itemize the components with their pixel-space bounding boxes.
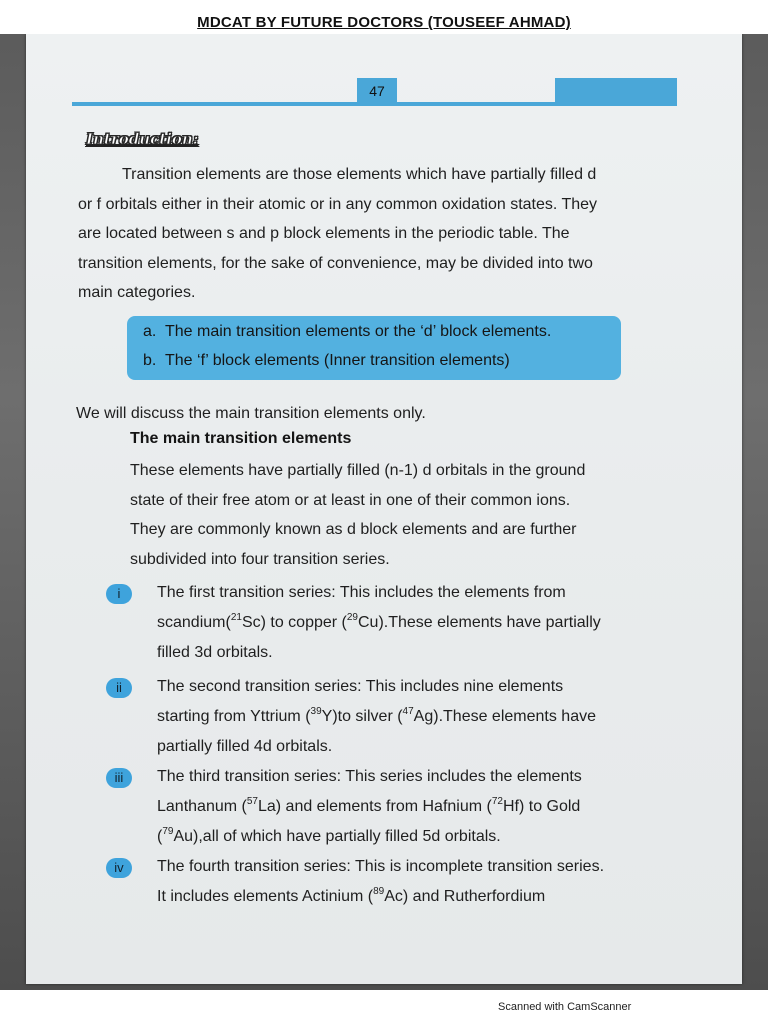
text-span: Ag).These elements have bbox=[413, 708, 596, 725]
paragraph-line: We will discuss the main transition elements only. bbox=[76, 405, 426, 422]
introduction-heading: Introduction: bbox=[86, 130, 199, 148]
series-line bbox=[157, 702, 677, 732]
series-badge: iii bbox=[106, 768, 132, 788]
paragraph-line: transition elements, for the sake of convenience, may be divided into two bbox=[78, 254, 593, 272]
category-text: The main transition elements or the ‘d’ block elements. bbox=[165, 323, 552, 340]
atomic-number: 79 bbox=[162, 826, 174, 837]
paragraph-line: They are commonly known as d block elements and are further bbox=[130, 521, 577, 538]
categories-box bbox=[127, 316, 621, 380]
series-badge: i bbox=[106, 584, 132, 604]
series-line: The second transition series: This includes nine elements bbox=[157, 678, 564, 695]
scanner-watermark: Scanned with CamScanner bbox=[498, 1001, 632, 1013]
text-span: Sc) to copper ( bbox=[241, 614, 347, 631]
series-line bbox=[157, 792, 677, 822]
category-item bbox=[143, 352, 510, 370]
category-text: The ‘f’ block elements (Inner transition elements) bbox=[165, 352, 510, 369]
atomic-number: 29 bbox=[346, 612, 358, 623]
paragraph-line: Transition elements are those elements which have partially filled d bbox=[122, 166, 597, 183]
text-span: Lanthanum ( bbox=[157, 798, 247, 815]
text-span: Y)to silver ( bbox=[321, 708, 403, 725]
main-transition-heading: The main transition elements bbox=[130, 430, 352, 447]
series-line: The third transition series: This series includes the elements bbox=[157, 768, 582, 785]
series-line bbox=[157, 822, 677, 852]
series-badge: ii bbox=[106, 678, 132, 698]
paragraph-line: subdivided into four transition series. bbox=[130, 550, 390, 568]
document-title: MDCAT BY FUTURE DOCTORS (TOUSEEF AHMAD) bbox=[197, 14, 571, 31]
text-span: ( bbox=[157, 828, 163, 845]
series-text bbox=[157, 852, 677, 912]
atomic-number: 89 bbox=[373, 886, 385, 897]
series-badge: iv bbox=[106, 858, 132, 878]
series-line: The fourth transition series: This is incomplete transition series. bbox=[157, 858, 605, 875]
series-line: The first transition series: This includes the elements from bbox=[157, 584, 566, 601]
introduction-paragraph bbox=[78, 160, 680, 308]
text-span: starting from Yttrium ( bbox=[157, 708, 311, 725]
text-span: Ac) and Rutherfordium bbox=[384, 888, 546, 905]
paragraph-line: state of their free atom or at least in one of their common ions. bbox=[130, 491, 571, 509]
series-text bbox=[157, 578, 677, 668]
main-transition-paragraph bbox=[130, 456, 678, 574]
paragraph-line: main categories. bbox=[78, 284, 196, 301]
text-span: Cu).These elements have partially bbox=[358, 614, 601, 631]
text-span: La) and elements from Hafnium ( bbox=[257, 798, 492, 815]
page-number: 47 bbox=[357, 78, 397, 104]
paragraph-line: or f orbitals either in their atomic or in any common oxidation states. They bbox=[78, 195, 598, 213]
text-span: It includes elements Actinium ( bbox=[157, 888, 374, 905]
paragraph-line: These elements have partially filled (n-1) d orbitals in the ground bbox=[130, 462, 586, 479]
series-line: filled 3d orbitals. bbox=[157, 644, 273, 661]
text-span: scandium( bbox=[157, 614, 231, 631]
category-item bbox=[143, 323, 551, 341]
series-line: partially filled 4d orbitals. bbox=[157, 738, 333, 755]
atomic-number: 47 bbox=[402, 706, 414, 717]
atomic-number: 39 bbox=[310, 706, 322, 717]
list-marker: b. bbox=[143, 352, 157, 369]
atomic-number: 72 bbox=[491, 796, 503, 807]
atomic-number: 21 bbox=[230, 612, 242, 623]
list-marker: a. bbox=[143, 323, 157, 340]
series-line bbox=[157, 882, 677, 912]
series-line bbox=[157, 608, 677, 638]
text-span: Hf) to Gold bbox=[502, 798, 581, 815]
text-span: Au),all of which have partially filled 5d orbitals. bbox=[173, 828, 501, 845]
discuss-line bbox=[76, 399, 686, 429]
paragraph-line: are located between s and p block elements in the periodic table. The bbox=[78, 225, 570, 242]
atomic-number: 57 bbox=[246, 796, 258, 807]
header-tab-decoration bbox=[555, 78, 677, 106]
series-text bbox=[157, 672, 677, 762]
series-text bbox=[157, 762, 677, 852]
